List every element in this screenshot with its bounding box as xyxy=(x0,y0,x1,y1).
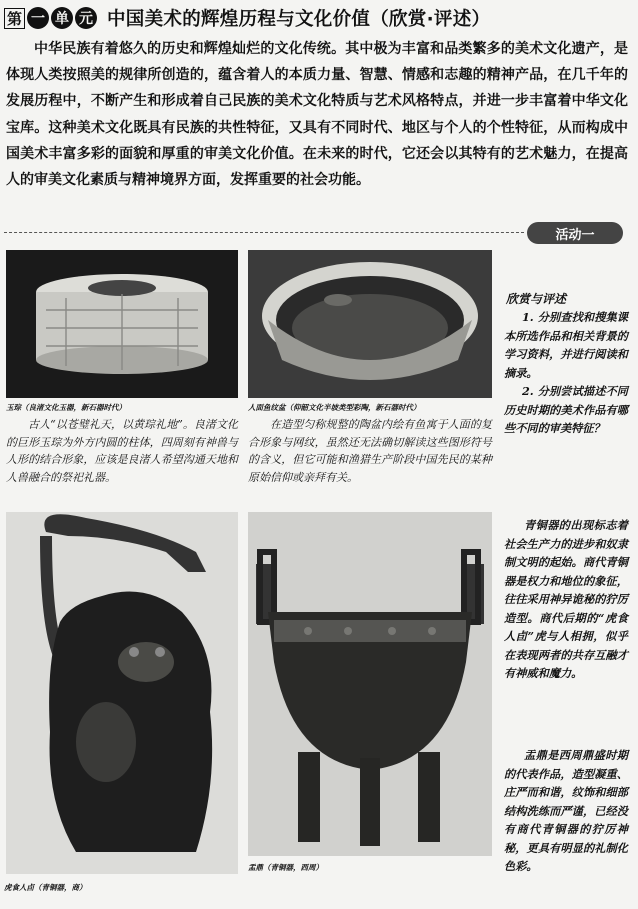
jade-cong-image xyxy=(6,250,238,398)
yu-ding-commentary: 盂鼎是西周鼎盛时期的代表作品，造型凝重、庄严而和谐，纹饰和细部结构洗练而严谨，已经没有商代青铜器的狞厉神秘，更具有明显的礼制化色彩。 xyxy=(504,748,628,873)
figure-caption: 玉琮（良渚文化玉器，新石器时代） xyxy=(6,403,126,412)
unit-badge-char: 单 xyxy=(51,7,73,29)
painted-basin-image xyxy=(248,250,492,398)
intro-paragraph: 中华民族有着悠久的历史和辉煌灿烂的文化传统。其中极为丰富和品类繁多的美术文化遗产，是体现人类按照美的规律所创造的，蕴含着人的本质力量、智慧、情感和志趣的精神产品，在几千年的发展历程中，不断产生和形成着自己民族的美术文化特质与艺术风格特点，并进一步丰富着中华文化宝库。这种美术文化既具有民族的共性特征，又具有不同时代、地区与个人的个性特征，从而构成中国美术丰富多彩的面貌和厚重的审美文化价值。在未来的时代，它还会以其特有的艺术魅力，在提高人的审美文化素质与精神境界方面，发挥重要的社会功能。 xyxy=(6,41,628,189)
sidebar-heading: 欣赏与评述 xyxy=(506,292,567,306)
tiger-vessel-photo xyxy=(6,512,238,874)
figure-caption: 人面鱼纹盆（仰韶文化半坡类型彩陶，新石器时代） xyxy=(248,403,421,412)
page-title: 中国美术的辉煌历程与文化价值（欣赏·评述） xyxy=(107,9,491,30)
tiger-vessel-image xyxy=(6,512,238,874)
bronze-commentary: 青铜器的出现标志着社会生产力的进步和奴隶制文明的起始。商代青铜器是权力和地位的象征，往往采用神异诡秘的狞厉造型。商代后期的“虎食人卣”虎与人相拥，似乎在表现两者的共存互融才有神威和魔力。 xyxy=(504,518,628,680)
yu-ding-photo xyxy=(248,512,492,856)
figure-description: 在造型匀称规整的陶盆内绘有鱼寓于人面的复合形象与网纹，虽然还无法确切解读这些图形符号的含义，但它可能和渔猎生产阶段中国先民的某种原始信仰或亲拜有关。 xyxy=(248,418,492,484)
unit-badge xyxy=(4,7,97,29)
unit-badge-char: 第 xyxy=(4,8,25,29)
yu-ding-image xyxy=(248,512,492,856)
unit-badge-char: 一 xyxy=(27,7,49,29)
figure-caption: 盂鼎（青铜器，西周） xyxy=(248,863,323,872)
activity-task-item: 2. 分别尝试描述不同历史时期的美术作品有哪些不同的审美特征？ xyxy=(504,384,628,435)
section-divider xyxy=(4,232,524,233)
figure-description: 古人“以苍璧礼天，以黄琮礼地”。良渚文化的巨形玉琮为外方内圆的柱体，四周刻有神兽与人形的结合形象，应该是良渚人希望沟通天地和人兽融合的祭祀礼器。 xyxy=(6,418,238,484)
activity-task-item: 1. 分别查找和搜集课本所选作品和相关背景的学习资料，并进行阅读和摘录。 xyxy=(504,310,628,380)
painted-basin-photo xyxy=(248,250,492,398)
activity-task-list xyxy=(504,308,628,438)
unit-badge-char: 元 xyxy=(75,7,97,29)
jade-cong-photo xyxy=(6,250,238,398)
figure-caption: 虎食人卣（青铜器，商） xyxy=(4,883,87,892)
page-header xyxy=(4,6,490,30)
activity-label: 活动一 xyxy=(527,222,623,244)
